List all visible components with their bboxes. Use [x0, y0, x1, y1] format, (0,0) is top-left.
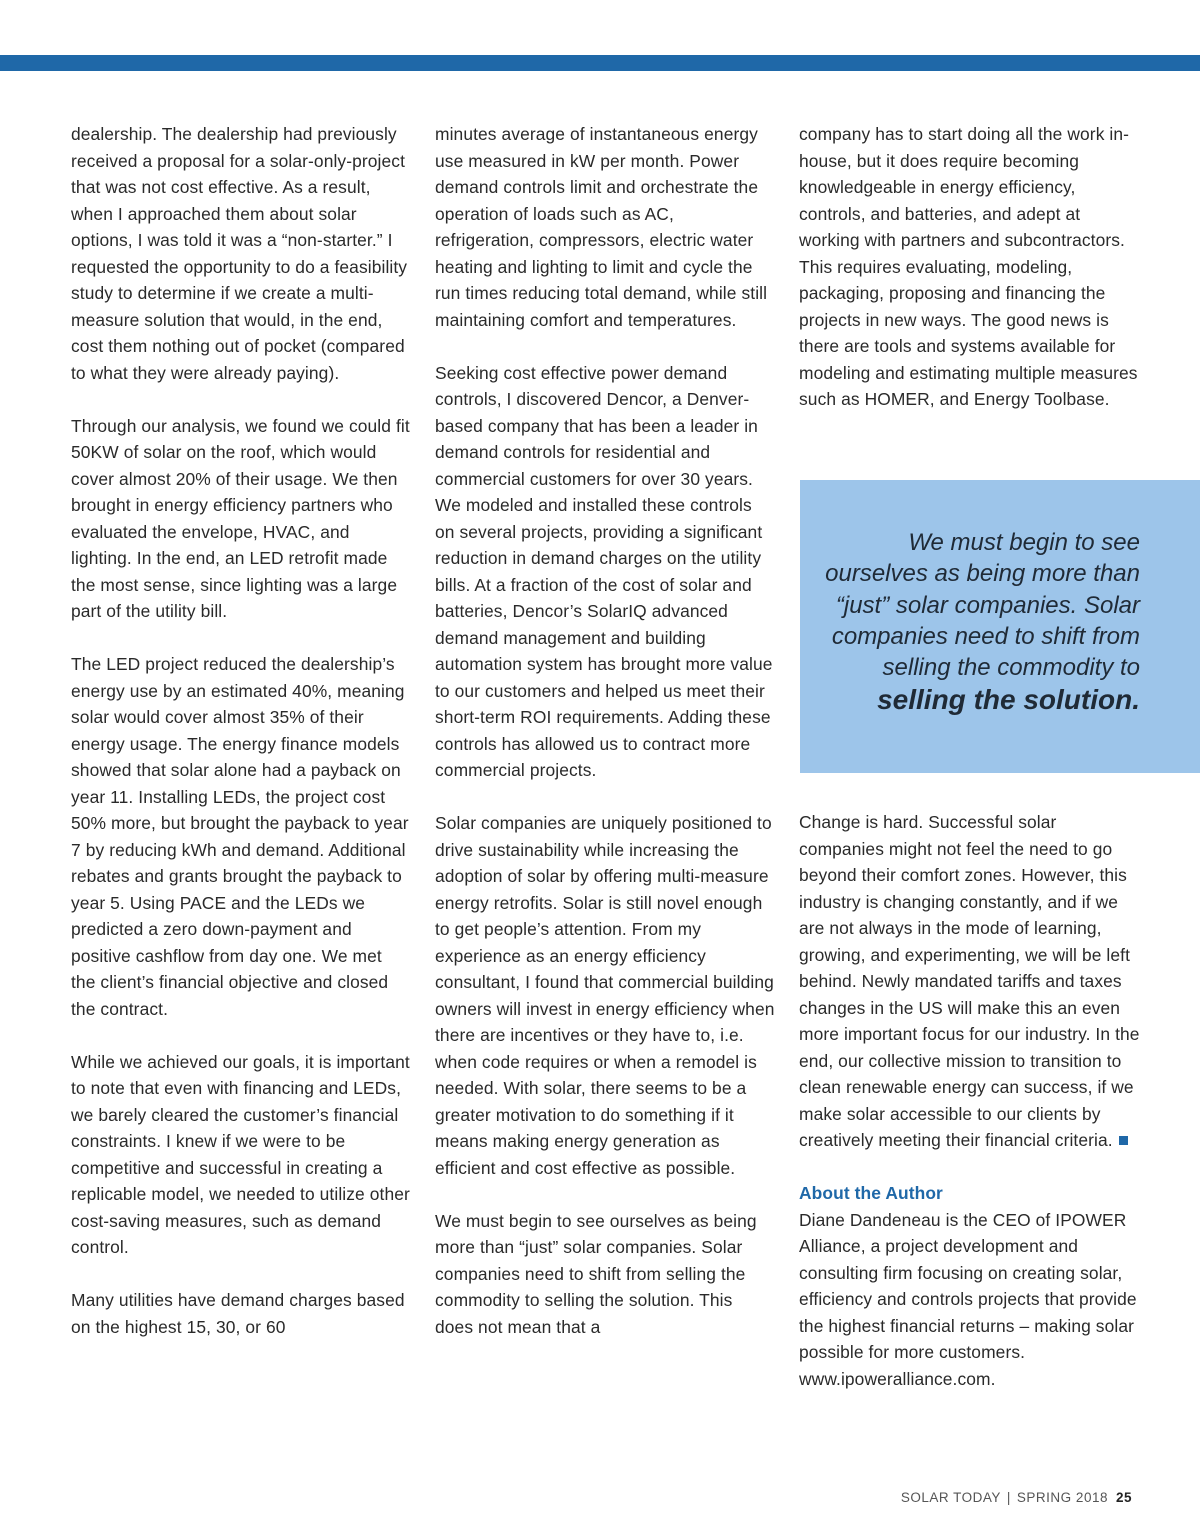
end-mark-icon: [1119, 1136, 1128, 1145]
paragraph: We must begin to see ourselves as being more than “just” solar companies. Solar companies need to shift from selling the commodity to selling the solution. This does not mean that a: [435, 1210, 757, 1337]
paragraph: company has to start doing all the work in-house, but it does require becoming knowledgeable in energy efficiency, controls, and batteries, and adept at working with partners and subcontractors. This requires evaluating, modeling, packaging, proposing and financing the projects in new ways. The good news is there are tools and systems available for modeling and estimating multiple measures such as HOMER, and Energy Toolbase.: [799, 124, 1138, 409]
paragraph: While we achieved our goals, it is important to note that even with financing and LEDs, we barely cleared the customer’s financial constraints. I knew if we were to be competitive and successful in creating a replicable model, we needed to utilize other cost-saving measures, such as demand control.: [71, 1051, 410, 1257]
pull-quote-text: [800, 527, 1140, 717]
column-3-bottom: [799, 809, 1144, 1392]
column-2: [435, 121, 775, 1340]
author-bio: Diane Dandeneau is the CEO of IPOWER Alliance, a project development and consulting firm focusing on creating solar, efficiency and controls projects that provide the highest financial returns – making solar possible for more customers. www.ipoweralliance.com.: [799, 1209, 1137, 1389]
column-3-top: [799, 121, 1144, 413]
footer-separator: |: [1006, 1490, 1011, 1505]
author-heading: About the Author: [799, 1183, 943, 1203]
paragraph: Through our analysis, we found we could fit 50KW of solar on the roof, which would cover almost 20% of their usage. We then brought in energy efficiency partners who evaluated the envelope, HVAC, and lighting. In the end, an LED retrofit made the most sense, since lighting was a large part of the utility bill.: [71, 415, 410, 621]
paragraph-text: Change is hard. Successful solar companies might not feel the need to go beyond their comfort zones. However, this industry is changing constantly, and if we are not always in the mode of learning, growing, and experimenting, we will be left behind. Newly mandated tariffs and taxes changes in the US will make this an even more important focus for our industry. In the end, our collective mission to transition to clean renewable energy can success, if we make solar accessible to our clients by creatively meeting their financial criteria.: [799, 812, 1140, 1150]
paragraph: Seeking cost effective power demand controls, I discovered Dencor, a Denver-based company that has been a leader in demand controls for residential and commercial customers for over 30 years. We modeled and installed these controls on several projects, providing a significant reduction in demand charges on the utility bills. At a fraction of the cost of solar and batteries, Dencor’s SolarIQ advanced demand management and building automation system has brought more value to our customers and helped us meet their short-term ROI requirements. Adding these controls has allowed us to contract more commercial projects.: [435, 362, 773, 780]
column-1: [71, 121, 411, 1340]
paragraph: [799, 809, 1144, 1154]
paragraph: Many utilities have demand charges based on the highest 15, 30, or 60: [71, 1290, 405, 1337]
page-footer: [901, 1490, 1132, 1505]
pull-quote: [800, 480, 1200, 773]
pull-quote-body: We must begin to see ourselves as being more than “just” solar companies. Solar companies need to shift from selling the commodity to: [825, 529, 1140, 682]
paragraph: The LED project reduced the dealership’s energy use by an estimated 40%, meaning solar would cover almost 35% of their energy usage. The energy finance models showed that solar alone had a payback on year 11. Installing LEDs, the project cost 50% more, but brought the payback to year 7 by reducing kWh and demand. Additional rebates and grants brought the payback to year 5. Using PACE and the LEDs we predicted a zero down-payment and positive cashflow from day one. We met the client’s financial objective and closed the contract.: [71, 654, 409, 1019]
pull-quote-emphasis: selling the solution.: [877, 684, 1140, 716]
page-number: 25: [1115, 1490, 1132, 1505]
header-bar: [0, 55, 1200, 71]
issue-label: SPRING 2018: [1016, 1490, 1108, 1505]
publication-name: SOLAR TODAY: [900, 1490, 1001, 1505]
paragraph: Solar companies are uniquely positioned to drive sustainability while increasing the adoption of solar by offering multi-measure energy retrofits. Solar is still novel enough to get people’s attention. From my experience as an energy efficiency consultant, I found that commercial building owners will invest in energy efficiency when there are incentives or they have to, i.e. when code requires or when a remodel is needed. With solar, there seems to be a greater motivation to do something if it means making energy generation as efficient and cost effective as possible.: [435, 813, 775, 1178]
paragraph: dealership. The dealership had previously received a proposal for a solar-only-project that was not cost effective. As a result, when I approached them about solar options, I was told it was a “non-starter.” I requested the opportunity to do a feasibility study to determine if we create a multi-measure solution that would, in the end, cost them nothing out of pocket (compared to what they were already paying).: [71, 124, 408, 383]
paragraph: minutes average of instantaneous energy use measured in kW per month. Power demand controls limit and orchestrate the operation of loads such as AC, refrigeration, compressors, electric water heating and lighting to limit and cycle the run times reducing total demand, while still maintaining comfort and temperatures.: [435, 124, 768, 330]
